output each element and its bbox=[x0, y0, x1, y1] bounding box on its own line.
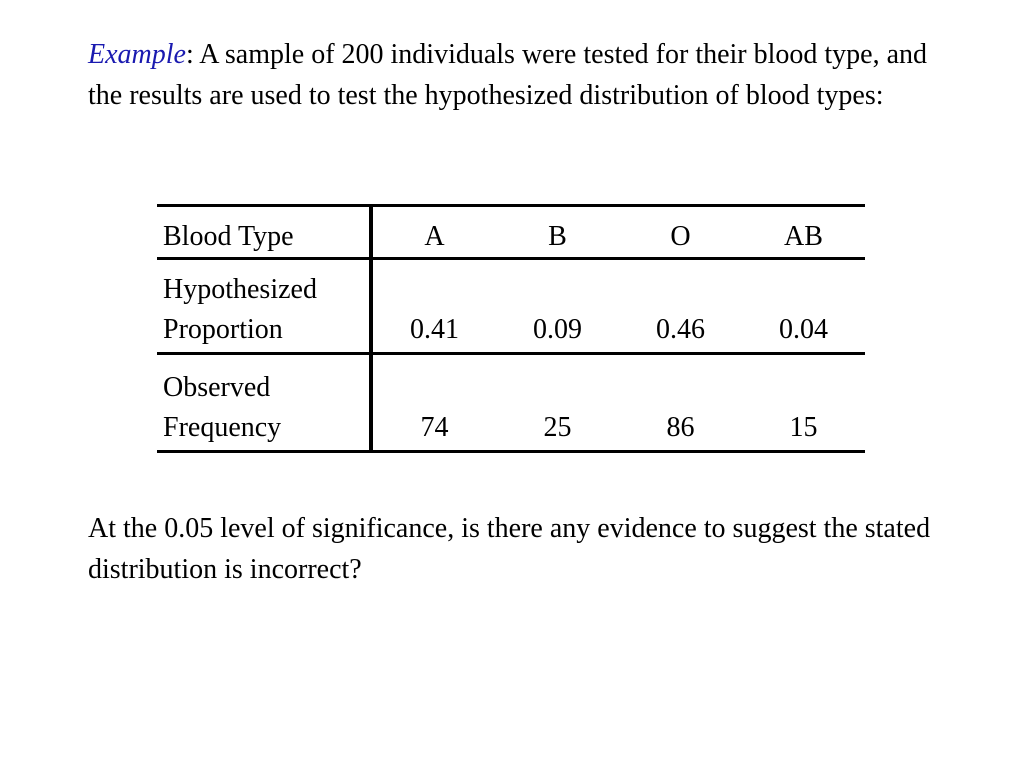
row-label-frequency bbox=[157, 354, 371, 452]
table-header-row bbox=[157, 206, 865, 259]
frequency-ab: 15 bbox=[742, 354, 865, 452]
intro-text: : A sample of 200 individuals were tested for their blood type, and the results are used to test the hypothesized distribution of blood types: bbox=[88, 39, 928, 111]
row-label-line: Hypothesized bbox=[163, 274, 317, 305]
row-label-line: Frequency bbox=[163, 412, 282, 443]
row-label-line: Observed bbox=[163, 372, 271, 403]
frequency-a: 74 bbox=[371, 354, 496, 452]
header-cell-b: B bbox=[496, 206, 619, 259]
example-label: Example bbox=[88, 39, 186, 70]
proportion-ab: 0.04 bbox=[742, 259, 865, 354]
proportion-o: 0.46 bbox=[619, 259, 742, 354]
header-cell-o: O bbox=[619, 206, 742, 259]
row-label-line: Proportion bbox=[163, 314, 283, 345]
header-label: Blood Type bbox=[157, 206, 371, 259]
frequency-o: 86 bbox=[619, 354, 742, 452]
intro-paragraph bbox=[88, 34, 948, 116]
table-row bbox=[157, 259, 865, 354]
header-cell-ab: AB bbox=[742, 206, 865, 259]
table-row bbox=[157, 354, 865, 452]
proportion-b: 0.09 bbox=[496, 259, 619, 354]
proportion-a: 0.41 bbox=[371, 259, 496, 354]
header-cell-a: A bbox=[371, 206, 496, 259]
row-label-proportion bbox=[157, 259, 371, 354]
question-paragraph: At the 0.05 level of significance, is there any evidence to suggest the stated distribution is incorrect? bbox=[88, 513, 931, 585]
blood-type-table bbox=[157, 204, 865, 453]
frequency-b: 25 bbox=[496, 354, 619, 452]
